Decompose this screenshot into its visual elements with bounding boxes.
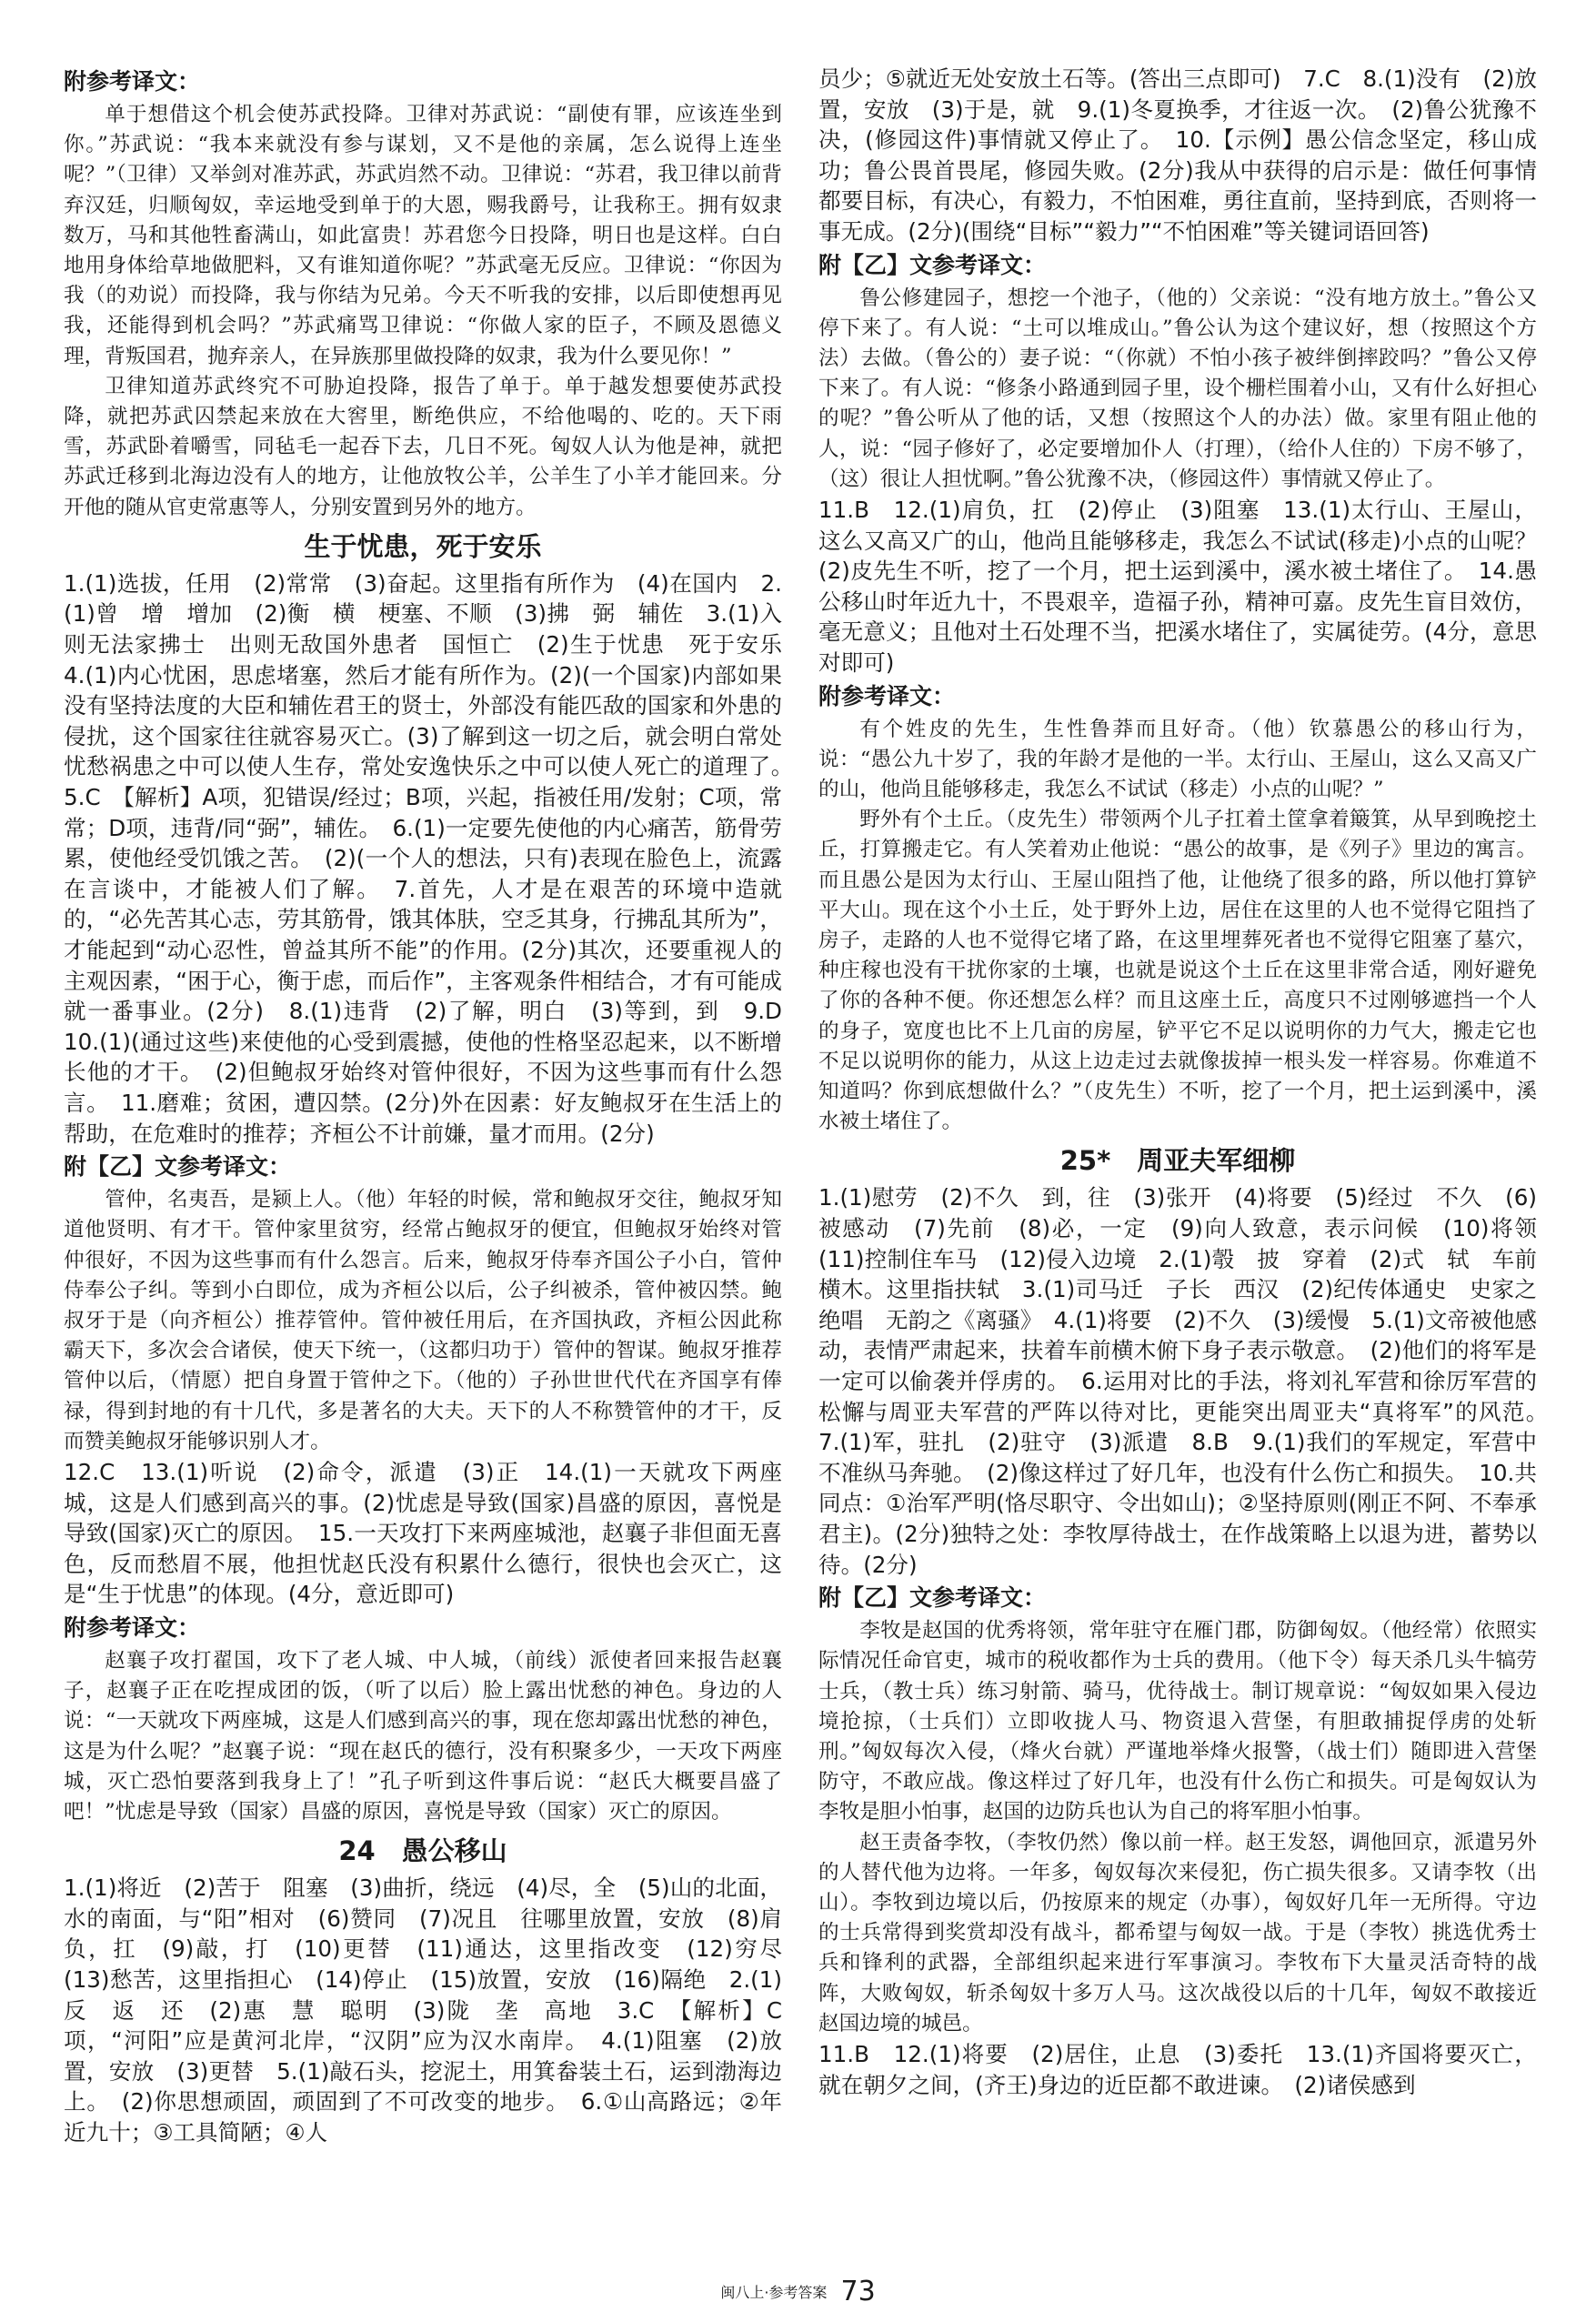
right-column <box>818 64 1560 2100</box>
translation-paragraph: 鲁公修建园子，想挖一个池子，（他的）父亲说：“没有地方放土。”鲁公又停下来了。有人说：“土可以堆成山。”鲁公认为这个建议好，想（按照这个方法）去做。（鲁公的）妻子说：“（你就）不怕小孩子被绊倒摔跤吗？”鲁公又停下来了。有人说：“修条小路通到园子里，设个栅栏围着小山，又有什么好担心的呢？”鲁公听从了他的话，又想（按照这个人的办法）做。家里有阻止他的人，说：“园子修好了，必定要增加仆人（打理），（给仆人住的）下房不够了，（这）很让人担忧啊。”鲁公犹豫不决，（修园这件）事情就又停止了。 <box>818 286 1537 491</box>
translation-heading: 附参考译文： <box>64 68 201 95</box>
answer-block: 12.C 13.(1)听说 (2)命令，派遣 (3)正 14.(1)一天就攻下两座城，这是人们感到高兴的事。(2)忧虑是导致(国家)昌盛的原因，喜悦是导致(国家)灭亡的原因。 15.一天攻打下来两座城池，赵襄子非但面无喜色，反而愁眉不展，他担忧赵氏没有积累什么德行，很快也会灭亡，这是“生于忧患”的体现。(4分，意近即可) <box>64 1458 782 1608</box>
translation-heading: 附参考译文： <box>818 682 956 709</box>
translation-paragraph: 李牧是赵国的优秀将领，常年驻守在雁门郡，防御匈奴。（他经常）依照实际情况任命官吏，城市的税收都作为士兵的费用。（他下令）每天杀几头牛犒劳士兵，（教士兵）练习射箭、骑马，优待战士。制订规章说：“匈奴如果入侵边境抢掠，（士兵们）立即收拢人马、物资退入营堡，有胆敢捕捉俘虏的处斩刑。”匈奴每次入侵，（烽火台就）严谨地举烽火报警，（战士们）随即进入营堡防守，不敢应战。像这样过了好几年，也没有什么伤亡和损失。可是匈奴认为李牧是胆小怕事，赵国的边防兵也认为自己的将军胆小怕事。 <box>818 1619 1537 1824</box>
answer-block: 11.B 12.(1)将要 (2)居住，止息 (3)委托 13.(1)齐国将要灭亡，就在朝夕之间，(齐王)身边的近臣都不敢进谏。 (2)诸侯感到 <box>818 2040 1537 2098</box>
translation-paragraph: 卫律知道苏武终究不可胁迫投降，报告了单于。单于越发想要使苏武投降，就把苏武囚禁起来放在大窖里，断绝供应，不给他喝的、吃的。天下雨雪，苏武卧着嚼雪，同毡毛一起吞下去，几日不死。匈奴人认为他是神，就把苏武迁移到北海边没有人的地方，让他放牧公羊，公羊生了小羊才能回来。分开他的随从官吏常惠等人，分别安置到另外的地方。 <box>64 374 782 519</box>
answer-block: 员少；⑤就近无处安放土石等。(答出三点即可) 7.C 8.(1)没有 (2)放置，安放 (3)于是，就 9.(1)冬夏换季，才往返一次。 (2)鲁公犹豫不决，(修园这件)事情就又停止了。 10.【示例】愚公信念坚定，移山成功；鲁公畏首畏尾，修园失败。(2分)我从中获得的启示是：做任何事情都要目标，有决心，有毅力，不怕困难，勇往直前，坚持到底，否则将一事无成。(2分)(围绕“目标”“毅力”“不怕困难”等关键词语回答) <box>818 65 1537 245</box>
translation-paragraph: 赵王责备李牧，（李牧仍然）像以前一样。赵王发怒，调他回京，派遣另外的人替代他为边将。一年多，匈奴每次来侵犯，伤亡损失很多。又请李牧（出山）。李牧到边境以后，仍按原来的规定（办事），匈奴好几年一无所得。守边的士兵常得到奖赏却没有战斗，都希望与匈奴一战。于是（李牧）挑选优秀士兵和锋利的武器，全部组织起来进行军事演习。李牧布下大量灵活奇特的战阵，大败匈奴，斩杀匈奴十多万人马。这次战役以后的十几年，匈奴不敢接近赵国边境的城邑。 <box>818 1830 1537 2036</box>
page-footer <box>0 2276 1596 2307</box>
translation-paragraph: 管仲，名夷吾，是颍上人。（他）年轻的时候，常和鲍叔牙交往，鲍叔牙知道他贤明、有才干。管仲家里贫穷，经常占鲍叔牙的便宜，但鲍叔牙始终对管仲很好，不因为这些事而有什么怨言。后来，鲍叔牙侍奉齐国公子小白，管仲侍奉公子纠。等到小白即位，成为齐桓公以后，公子纠被杀，管仲被囚禁。鲍叔牙于是（向齐桓公）推荐管仲。管仲被任用后，在齐国执政，齐桓公因此称霸天下，多次会合诸侯，使天下统一，（这都归功于）管仲的智谋。鲍叔牙推荐管仲以后，（情愿）把自身置于管仲之下。（他的）子孙世世代代在齐国享有俸禄，得到封地的有十几代，多是著名的大夫。天下的人不称赞管仲的才干，反而赞美鲍叔牙能够识别人才。 <box>64 1188 782 1453</box>
translation-heading: 附【乙】文参考译文： <box>818 1584 1047 1612</box>
translation-paragraph: 赵襄子攻打翟国，攻下了老人城、中人城，（前线）派使者回来报告赵襄子，赵襄子正在吃捏成团的饭，（听了以后）脸上露出忧愁的神色。身边的人说：“一天就攻下两座城，这是人们感到高兴的事，现在您却露出忧愁的神色，这是为什么呢？”赵襄子说：“现在赵氏的德行，没有积聚多少，一天攻下两座城，灭亡恐怕要落到我身上了！”孔子听到这件事后说：“赵氏大概要昌盛了吧！”忧虑是导致（国家）昌盛的原因，喜悦是导致（国家）灭亡的原因。 <box>64 1648 782 1824</box>
answer-block: 1.(1)慰劳 (2)不久 到，往 (3)张开 (4)将要 (5)经过 不久 (6)被感动 (7)先前 (8)必，一定 (9)向人致意，表示问候 (10)将领 (11)控制住车马 (12)侵入边境 2.(1)彀 披 穿着 (2)式 轼 车前横木。这里指扶轼 3.(1)司马迁 子长 西汉 (2)纪传体通史 史家之绝唱 无韵之《离骚》 4.(1)将要 (2)不久 (3)缓慢 5.(1)文帝被他感动，表情严肃起来，扶着车前横木俯下身子表示敬意。 (2)他们的将军是一定可以偷袭并俘虏的。 6.运用对比的手法，将刘礼军营和徐厉军营的松懈与周亚夫军营的严阵以待对比，更能突出周亚夫“真将军”的风范。 7.(1)军，驻扎 (2)驻守 (3)派遣 8.B 9.(1)我们的军规定，军营中不准纵马奔驰。 (2)像这样过了好几年，也没有什么伤亡和损失。 10.共同点：①治军严明(恪尽职守、令出如山)；②坚持原则(刚正不阿、不奉承君主)。(2分)独特之处：李牧厚待战士，在作战策略上以退为进，蓄势以待。(2分) <box>818 1184 1560 1578</box>
translation-paragraph: 野外有个土丘。（皮先生）带领两个儿子扛着土筐拿着簸箕，从早到晚挖土丘，打算搬走它。有人笑着劝止他说：“愚公的故事，是《列子》里边的寓言。而且愚公是因为太行山、王屋山阻挡了他，让他绕了很多的路，所以他打算铲平大山。现在这个小土丘，处于野外上边，居住在这里的人也不觉得它阻挡了房子，走路的人也不觉得它堵了路，在这里埋葬死者也不觉得它阻塞了墓穴，种庄稼也没有干扰你家的土壤，也就是说这个土丘在这里非常合适，刚好避免了你的各种不便。你还想怎么样？而且这座土丘，高度只不过刚够遮挡一个人的身子，宽度也比不上几亩的房屋，铲平它不足以说明你的力气大，搬走它也不足以说明你的能力，从这上边走过去就像拔掉一根头发一样容易。你难道不知道吗？你到底想做什么？”（皮先生）不听，挖了一个月，把土运到溪中，溪水被土堵住了。 <box>818 808 1537 1134</box>
translation-heading: 附参考译文： <box>64 1613 201 1641</box>
translation-heading: 附【乙】文参考译文： <box>818 251 1047 278</box>
translation-paragraph: 有个姓皮的先生，生性鲁莽而且好奇。（他）钦慕愚公的移山行为，说：“愚公九十岁了，我的年龄才是他的一半。太行山、王屋山，这么又高又广的山，他尚且能够移走，我怎么不试试（移走）小点的山呢？” <box>818 717 1537 801</box>
left-column <box>64 64 805 2147</box>
translation-paragraph: 单于想借这个机会使苏武投降。卫律对苏武说：“副使有罪，应该连坐到你。”苏武说：“我本来就没有参与谋划，又不是他的亲属，怎么说得上连坐呢？”（卫律）又举剑对准苏武，苏武岿然不动。卫律说：“苏君，我卫律以前背弃汉廷，归顺匈奴，幸运地受到单于的大恩，赐我爵号，让我称王。拥有奴隶数万，马和其他牲畜满山，如此富贵！苏君您今日投降，明日也是这样。白白地用身体给草地做肥料，又有谁知道你呢？”苏武毫无反应。卫律说：“你因为我（的劝说）而投降，我与你结为兄弟。今天不听我的安排，以后即使想再见我，还能得到机会吗？”苏武痛骂卫律说：“你做人家的臣子，不顾及恩德义理，背叛国君，抛弃亲人，在异族那里做投降的奴隶，我为什么要见你！” <box>64 103 782 368</box>
answer-block: 1.(1)将近 (2)苦于 阻塞 (3)曲折，绕远 (4)尽，全 (5)山的北面，水的南面，与“阳”相对 (6)赞同 (7)况且 往哪里放置，安放 (8)肩负，扛 (9)敲，打 (10)更替 (11)通达，这里指改变 (12)穷尽 (13)愁苦，这里指担心 (14)停止 (15)放置，安放 (16)隔绝 2.(1)反 返 还 (2)惠 慧 聪明 (3)陇 垄 高地 3.C 【解析】C项，“河阳”应是黄河北岸，“汉阴”应为汉水南岸。 4.(1)阻塞 (2)放置，安放 (3)更替 5.(1)敲石头，挖泥土，用箕畚装土石，运到渤海边上。 (2)你思想顽固，顽固到了不可改变的地步。 6.①山高路远；②年近九十；③工具简陋；④人 <box>64 1875 805 2146</box>
section-title: 25* 周亚夫军细柳 <box>1059 1145 1296 1177</box>
answer-block: 1.(1)选拔，任用 (2)常常 (3)奋起。这里指有所作为 (4)在国内 2.(1)曾 增 增加 (2)衡 横 梗塞、不顺 (3)拂 弼 辅佐 3.(1)入则无法家拂士 出则无敌国外患者 国恒亡 (2)生于忧患 死于安乐 4.(1)内心忧困，思虑堵塞，然后才能有所作为。(2)(一个国家)内部如果没有坚持法度的大臣和辅佐君王的贤士，外部没有能匹敌的国家和外患的侵扰，这个国家往往就容易灭亡。(3)了解到这一切之后，就会明白常处忧愁祸患之中可以使人生存，常处安逸快乐之中可以使人死亡的道理了。 5.C 【解析】A项，犯错误/经过；B项，兴起，指被任用/发射；C项，常常；D项，违背/同“弼”，辅佐。 6.(1)一定要先使他的内心痛苦，筋骨劳累，使他经受饥饿之苦。 (2)(一个人的想法，只有)表现在脸色上，流露在言谈中，才能被人们了解。 7.首先，人才是在艰苦的环境中造就的，“必先苦其心志，劳其筋骨，饿其体肤，空乏其身，行拂乱其所为”，才能起到“动心忍性，曾益其所不能”的作用。(2分)其次，还要重视人的主观因素，“困于心，衡于虑，而后作”，主客观条件相结合，才有可能成就一番事业。(2分) 8.(1)违背 (2)了解，明白 (3)等到，到 9.D 10.(1)(通过这些)来使他的心受到震撼，使他的性格坚忍起来，以不断增长他的才干。 (2)但鲍叔牙始终对管仲很好，不因为这些事而有什么怨言。 11.磨难；贫困，遭囚禁。(2分)外在因素：好友鲍叔牙在生活上的帮助，在危难时的推荐；齐桓公不计前嫌，量才而用。(2分) <box>64 569 805 1147</box>
section-title: 生于忧患，死于安乐 <box>304 530 542 562</box>
page-number: 73 <box>840 2276 876 2307</box>
section-title: 24 愚公移山 <box>338 1835 507 1867</box>
answer-block: 11.B 12.(1)肩负，扛 (2)停止 (3)阻塞 13.(1)太行山、王屋山，这么又高又广的山，他尚且能够移走，我怎么不试试(移走)小点的山呢？ (2)皮先生不听，挖了一个月，把土运到溪中，溪水被土堵住了。 14.愚公移山时年近九十，不畏艰辛，造福子孙，精神可嘉。皮先生盲目效仿，毫无意义；且他对土石处理不当，把溪水堵住了，实属徒劳。(4分，意思对即可) <box>818 496 1560 676</box>
footer-tag: 闽八上·参考答案 <box>720 2284 828 2301</box>
translation-heading: 附【乙】文参考译文： <box>64 1153 292 1181</box>
